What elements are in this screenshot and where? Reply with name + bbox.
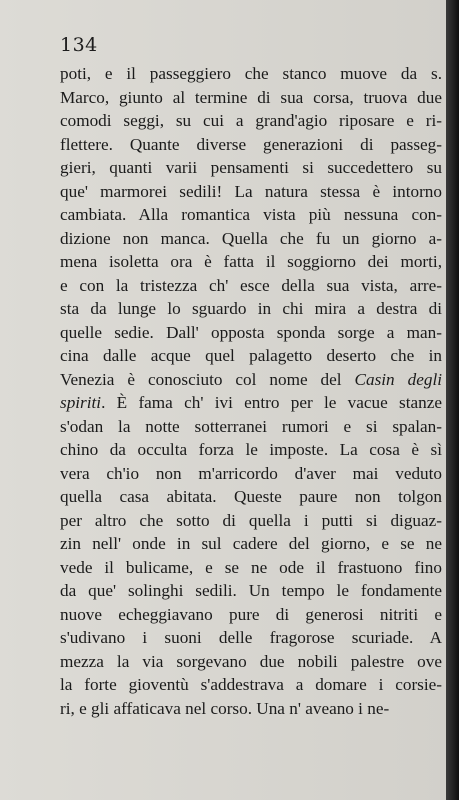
text-line-10: e con la tristezza ch' esce della sua vista, arre- xyxy=(60,275,442,295)
text-line-25: s'udivano i suoni delle fragorose scuriade. A xyxy=(60,628,442,647)
text-line-4: flettere. Quante diverse generazioni di passeg- xyxy=(60,134,442,154)
text-line-6: que' marmorei sedili! La natura stessa è intorno xyxy=(60,181,442,201)
text-line-22: vede il bulicame, e se ne ode il frastuono fino xyxy=(60,557,442,577)
text-line-24: nuove echeggiavano pure di generosi nitriti e xyxy=(60,604,442,624)
text-line-11: sta da lunge lo sguardo in chi mira a destra di xyxy=(60,299,442,318)
text-line-14-main: Venezia è conosciuto col nome del xyxy=(60,369,355,389)
text-line-18: vera ch'io non m'arricordo d'aver mai veduto xyxy=(60,463,442,483)
text-line-23: da que' solinghi sedili. Un tempo le fondamente xyxy=(60,581,442,600)
text-line-14 xyxy=(60,368,442,392)
body-text xyxy=(60,62,442,720)
text-line-20: per altro che sotto di quella i putti si diguaz- xyxy=(60,510,442,530)
text-line-13: cina dalle acque quel palagetto deserto che in xyxy=(60,346,442,365)
text-line-2: Marco, giunto al termine di sua corsa, truova due xyxy=(60,87,442,107)
page-edge-shadow xyxy=(446,0,459,800)
text-line-17: chino da occulta forza le imposte. La cosa è sì xyxy=(60,440,442,459)
text-line-3: comodi seggi, su cui a grand'agio riposare e ri- xyxy=(60,111,442,130)
text-line-12: quelle sedie. Dall' opposta sponda sorge a man- xyxy=(60,322,442,342)
text-line-15-rest: . È fama ch' ivi entro per le vacue stanze xyxy=(101,393,442,412)
text-line-21: zin nell' onde in sul cadere del giorno, e se ne xyxy=(60,534,442,553)
text-line-28: ri, e gli affaticava nel corso. Una n' aveano i ne- xyxy=(60,698,390,718)
text-line-7: cambiata. Alla romantica vista più nessuna con- xyxy=(60,205,442,224)
text-line-19: quella casa abitata. Queste paure non tolgon xyxy=(60,487,442,506)
text-line-9: mena isoletta ora è fatta il soggiorno dei morti, xyxy=(60,252,442,271)
text-line-16: s'odan la notte sotterranei rumori e si spalan- xyxy=(60,416,442,436)
italic-name: Casin degli xyxy=(354,369,442,389)
text-line-26: mezza la via sorgevano due nobili palestre ove xyxy=(60,651,442,671)
page-number: 134 xyxy=(60,34,98,56)
text-line-1: poti, e il passeggiero che stanco muove da s. xyxy=(60,64,442,83)
text-line-8: dizione non manca. Quella che fu un giorno a- xyxy=(60,228,442,248)
text-line-5: gieri, quanti varii pensamenti si succedettero su xyxy=(60,158,442,177)
text-line-15 xyxy=(60,391,442,415)
italic-spiriti: spiriti xyxy=(60,393,102,412)
text-line-27: la forte gioventù s'addestrava a domare i corsie- xyxy=(60,675,442,694)
